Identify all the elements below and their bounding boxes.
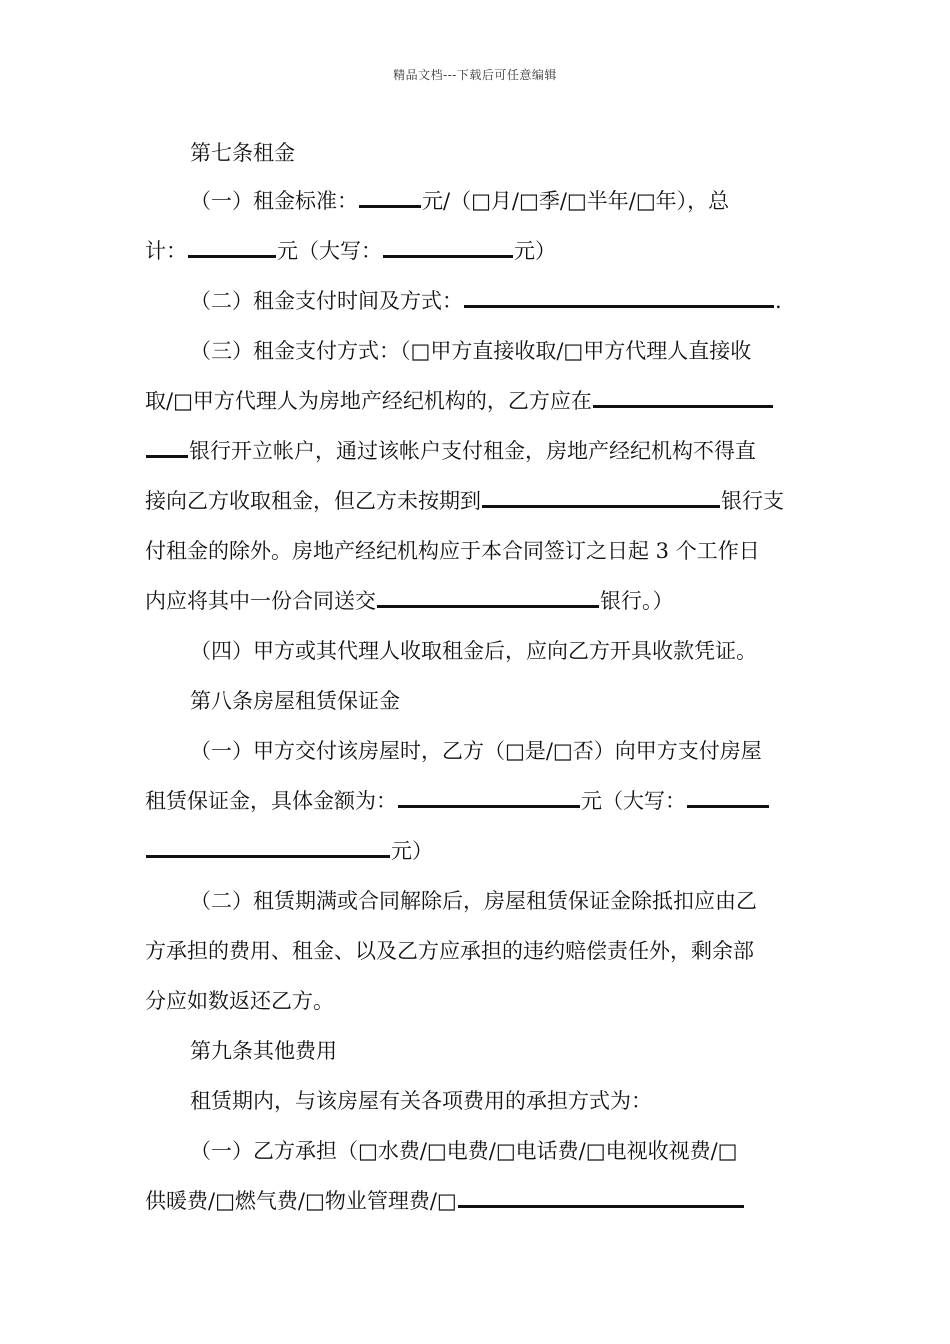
rent-standard-line bbox=[190, 186, 815, 216]
text: （一）甲方交付该房屋时，乙方（□是/□否）向甲方支付房屋 bbox=[190, 739, 762, 763]
text: . bbox=[775, 289, 782, 313]
text: 分应如数返还乙方。 bbox=[145, 989, 334, 1013]
bank-name-blank-cont[interactable] bbox=[146, 437, 188, 458]
rent-total-blank[interactable] bbox=[188, 237, 276, 258]
text: （二）租赁期满或合同解除后，房屋租赁保证金除抵扣应由乙 bbox=[190, 889, 757, 913]
text: （一）租金标准： bbox=[190, 189, 358, 213]
payment-method-line-3 bbox=[145, 436, 815, 466]
bank-name-blank[interactable] bbox=[593, 387, 773, 408]
bank-send-blank[interactable] bbox=[377, 587, 599, 608]
payment-method-line-2 bbox=[145, 386, 815, 416]
deposit-return-line-3 bbox=[145, 986, 815, 1016]
payment-method-line-5 bbox=[145, 536, 815, 566]
bank-pay-blank[interactable] bbox=[482, 487, 720, 508]
payment-method-line bbox=[190, 336, 815, 366]
deposit-amount-blank[interactable] bbox=[398, 787, 580, 808]
text: 银行开立帐户，通过该帐户支付租金，房地产经纪机构不得直 bbox=[189, 439, 756, 463]
deposit-words-blank-cont[interactable] bbox=[146, 837, 390, 858]
text: （一）乙方承担（□水费/□电费/□电话费/□电视收视费/□ bbox=[190, 1139, 738, 1163]
payment-method-line-4 bbox=[145, 486, 815, 516]
text: 元（大写： bbox=[581, 789, 686, 813]
text: 租赁期内，与该房屋有关各项费用的承担方式为： bbox=[190, 1089, 652, 1113]
deposit-line-3 bbox=[145, 836, 815, 866]
text: 银行。） bbox=[600, 589, 674, 613]
article-8-title bbox=[190, 686, 815, 716]
text: 内应将其中一份合同送交 bbox=[145, 589, 376, 613]
text: 银行支 bbox=[721, 489, 784, 513]
deposit-return-line-1 bbox=[190, 886, 815, 916]
text: 第九条其他费用 bbox=[190, 1039, 337, 1063]
text: （四）甲方或其代理人收取租金后，应向乙方开具收款凭证。 bbox=[190, 639, 757, 663]
receipt-line bbox=[190, 636, 815, 666]
rent-total-line bbox=[145, 236, 815, 266]
text: 第八条房屋租赁保证金 bbox=[190, 689, 400, 713]
rent-amount-blank[interactable] bbox=[359, 187, 421, 208]
text: 元） bbox=[391, 839, 433, 863]
text: 租赁保证金，具体金额为： bbox=[145, 789, 397, 813]
deposit-line-1 bbox=[190, 736, 815, 766]
payment-time-line bbox=[190, 286, 815, 316]
deposit-return-line-2 bbox=[145, 936, 815, 966]
text: 第七条租金 bbox=[190, 141, 295, 165]
text: （三）租金支付方式：（□甲方直接收取/□甲方代理人直接收 bbox=[190, 339, 752, 363]
text: （二）租金支付时间及方式： bbox=[190, 289, 463, 313]
payment-method-line-6 bbox=[145, 586, 815, 616]
text: 接向乙方收取租金，但乙方未按期到 bbox=[145, 489, 481, 513]
deposit-words-blank[interactable] bbox=[687, 787, 769, 808]
text: 元/（□月/□季/□半年/□年），总 bbox=[422, 189, 730, 213]
text: 计： bbox=[145, 239, 187, 263]
text: 付租金的除外。房地产经纪机构应于本合同签订之日起 3 个工作日 bbox=[145, 539, 760, 563]
other-fee-blank[interactable] bbox=[458, 1187, 744, 1208]
text: 方承担的费用、租金、以及乙方应承担的违约赔偿责任外，剩余部 bbox=[145, 939, 754, 963]
article-7-title bbox=[190, 138, 815, 168]
text: 供暖费/□燃气费/□物业管理费/□ bbox=[145, 1189, 457, 1213]
page-header: 精品文档---下载后可任意编辑 bbox=[393, 68, 557, 82]
rent-total-words-blank[interactable] bbox=[383, 237, 513, 258]
tenant-fees-line-1 bbox=[190, 1136, 815, 1166]
other-fees-intro bbox=[190, 1086, 815, 1116]
payment-time-blank[interactable] bbox=[464, 287, 774, 308]
article-9-title bbox=[190, 1036, 815, 1066]
tenant-fees-line-2 bbox=[145, 1186, 815, 1216]
text: 元（大写： bbox=[277, 239, 382, 263]
deposit-line-2 bbox=[145, 786, 815, 816]
text: 取/□甲方代理人为房地产经纪机构的，乙方应在 bbox=[145, 389, 592, 413]
text: 元） bbox=[514, 239, 556, 263]
